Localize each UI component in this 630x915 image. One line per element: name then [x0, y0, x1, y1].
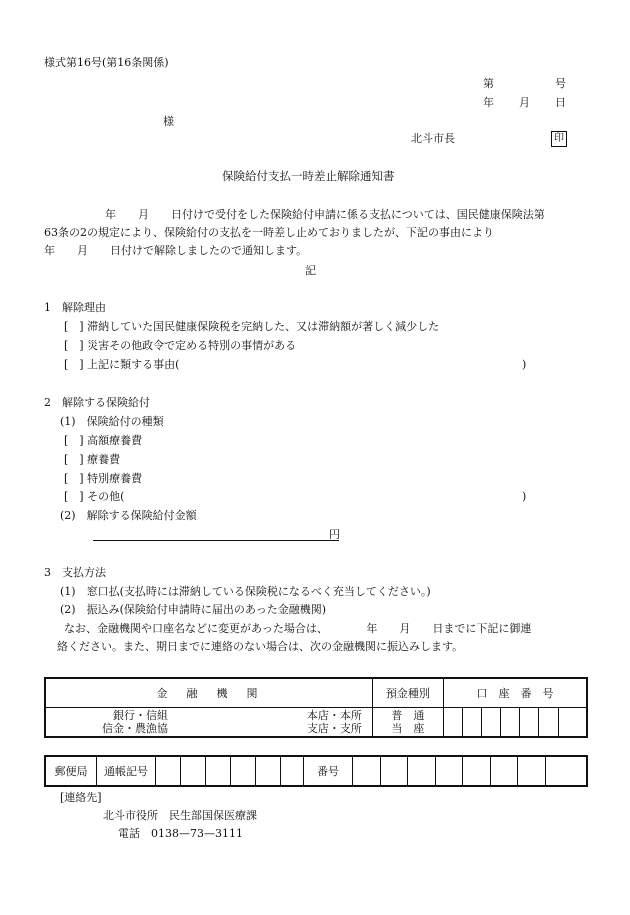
benefit-close-paren: )	[522, 490, 527, 503]
benefit-type-heading: (1) 保険給付の種類	[60, 415, 164, 428]
number-digit-cell[interactable]	[518, 756, 546, 786]
seal-stamp: 印	[551, 131, 567, 147]
deposit-type-header: 預金種別	[372, 678, 443, 708]
spacer-cell	[281, 756, 304, 786]
account-digit-cell[interactable]	[501, 708, 520, 738]
payment-note-1: なお、金融機関や口座名などに変更があった場合は、 年 月 日までに下記に御連	[64, 622, 532, 635]
issuer: 北斗市長	[411, 132, 455, 145]
account-type-ordinary: 普 通	[391, 709, 425, 722]
account-digit-cell[interactable]	[482, 708, 501, 738]
number-digit-cell[interactable]	[490, 756, 518, 786]
bank-type-line-2: 信金・農漁協	[102, 722, 168, 735]
amount-heading: (2) 解除する保険給付金額	[60, 509, 197, 522]
body-line-3: 年 月 日付けで解除しましたので通知します。	[44, 244, 308, 257]
account-digit-cell[interactable]	[539, 708, 558, 738]
doc-no-go: 号	[555, 77, 566, 90]
amount-underline[interactable]	[93, 540, 339, 541]
post-office-table	[44, 755, 588, 787]
passbook-digit-cell[interactable]	[181, 756, 206, 786]
reason-option-3[interactable]: [ ] 上記に類する事由(	[64, 358, 180, 371]
addressee-suffix: 様	[163, 115, 174, 128]
account-digit-cell[interactable]	[463, 708, 482, 738]
branch-type-line-2: 支店・支所	[306, 722, 362, 735]
passbook-digit-cell[interactable]	[156, 756, 181, 786]
contact-office: 北斗市役所 民生部国保医療課	[103, 809, 257, 822]
passbook-digit-cell[interactable]	[231, 756, 256, 786]
amount-yen: 円	[329, 528, 340, 541]
passbook-code-label: 通帳記号	[97, 756, 156, 786]
bank-header: 金 融 機 関	[45, 678, 372, 708]
section3-heading: 3 支払方法	[44, 566, 106, 579]
document-title: 保険給付支払一時差止解除通知書	[222, 169, 395, 183]
number-label: 番号	[304, 756, 353, 786]
contact-phone: 電話 0138—73—3111	[118, 827, 243, 840]
section2-heading: 2 解除する保険給付	[44, 396, 150, 409]
account-digit-cell[interactable]	[558, 708, 587, 738]
reason-option-1[interactable]: [ ] 滞納していた国民健康保険税を完納した、又は滞納額が著しく減少した	[64, 320, 440, 333]
bank-type-line-1: 銀行・信組	[113, 709, 168, 722]
reason-option-2[interactable]: [ ] 災害その他政令で定める特別の事情がある	[64, 339, 297, 352]
payment-option-1: (1) 窓口払(支払時には滞納している保険税になるべく充当してください。)	[60, 585, 431, 598]
passbook-digit-cell[interactable]	[256, 756, 281, 786]
account-digit-cell[interactable]	[520, 708, 539, 738]
body-line-1: 年 月 日付けで受付をした保険給付申請に係る支払については、国民健康保険法第	[105, 208, 545, 221]
payment-option-2: (2) 振込み(保険給付申請時に届出のあった金融機関)	[60, 603, 327, 616]
benefit-option-3[interactable]: [ ] 特別療養費	[64, 472, 143, 485]
post-office-label: 郵便局	[45, 756, 97, 786]
body-line-2: 63条の2の規定により、保険給付の支払を一時差し止めておりましたが、下記の事由により	[44, 226, 494, 239]
passbook-digit-cell[interactable]	[206, 756, 231, 786]
account-digit-cell[interactable]	[443, 708, 462, 738]
payment-note-2: 絡ください。また、期日までに連絡のない場合は、次の金融機関に振込みします。	[57, 640, 464, 653]
branch-type-line-1: 本店・本所	[306, 709, 362, 722]
bank-account-table	[44, 677, 588, 738]
number-digit-cell[interactable]	[380, 756, 408, 786]
section1-heading: 1 解除理由	[44, 301, 106, 314]
contact-label: [連絡先]	[60, 791, 102, 804]
account-number-header: 口 座 番 号	[443, 678, 587, 708]
ki-heading: 記	[305, 264, 316, 277]
date-day: 日	[555, 96, 566, 109]
number-digit-cell[interactable]	[546, 756, 587, 786]
date-year: 年	[483, 96, 494, 109]
form-number: 様式第16号(第16条関係)	[44, 56, 169, 69]
benefit-option-1[interactable]: [ ] 高額療養費	[64, 434, 143, 447]
benefit-option-4[interactable]: [ ] その他(	[64, 490, 125, 503]
account-type-current: 当 座	[391, 722, 425, 735]
benefit-option-2[interactable]: [ ] 療養費	[64, 453, 121, 466]
number-digit-cell[interactable]	[463, 756, 491, 786]
number-digit-cell[interactable]	[353, 756, 381, 786]
number-digit-cell[interactable]	[408, 756, 436, 786]
reason-close-paren: )	[522, 358, 527, 371]
number-digit-cell[interactable]	[435, 756, 463, 786]
doc-no-dai: 第	[483, 77, 494, 90]
date-month: 月	[519, 96, 530, 109]
